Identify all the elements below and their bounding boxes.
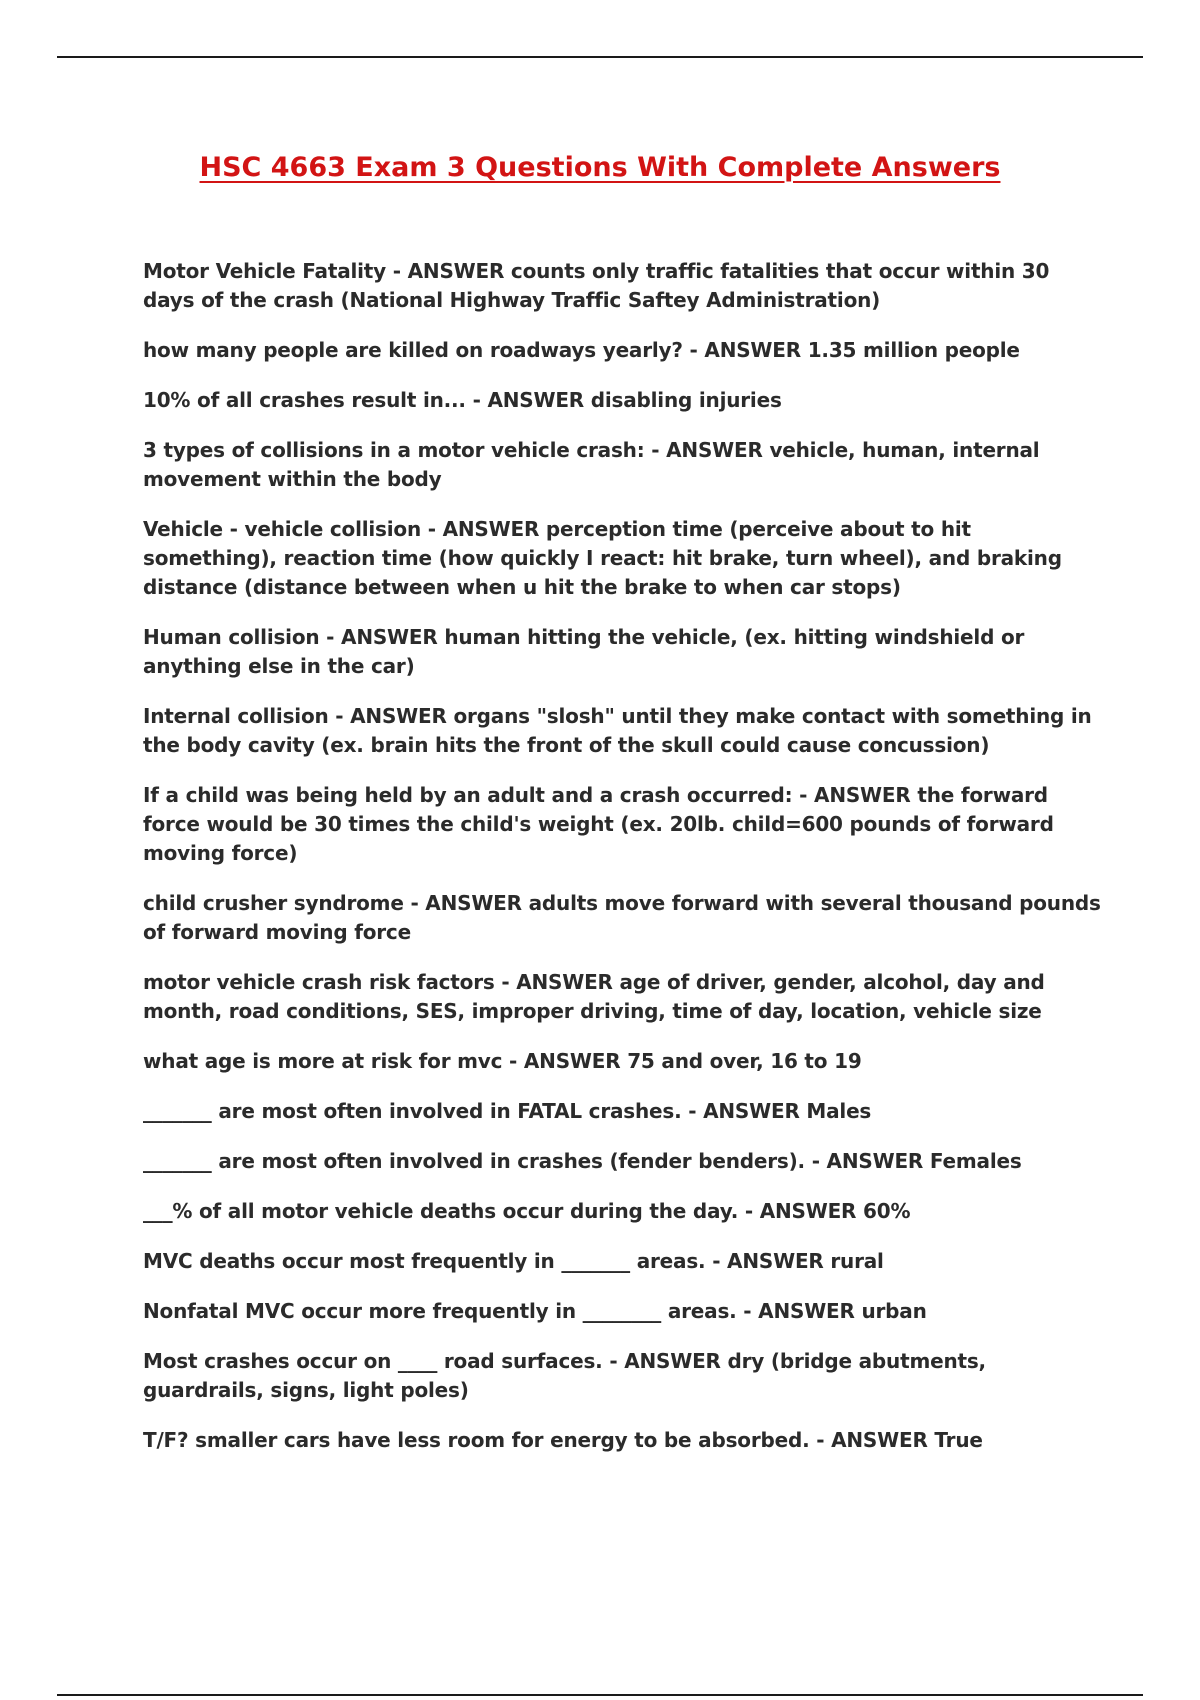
qa-item: ___% of all motor vehicle deaths occur during the day. - ANSWER 60%	[143, 1199, 911, 1223]
qa-item: MVC deaths occur most frequently in _______ areas. - ANSWER rural	[143, 1249, 884, 1273]
qa-list	[143, 257, 1103, 1476]
qa-item: how many people are killed on roadways yearly? - ANSWER 1.35 million people	[143, 338, 1020, 362]
qa-item: Vehicle - vehicle collision - ANSWER perception time (perceive about to hit something), reaction time (how quickly I react: hit brake, turn wheel), and braking distance (distance between when u hit the brake to when car stops)	[143, 517, 1062, 599]
qa-item: Internal collision - ANSWER organs "slosh" until they make contact with something in the body cavity (ex. brain hits the front of the skull could cause concussion)	[143, 704, 1092, 757]
document-title-heading	[0, 146, 1200, 184]
qa-item: what age is more at risk for mvc - ANSWER 75 and over, 16 to 19	[143, 1049, 862, 1073]
qa-item: _______ are most often involved in crashes (fender benders). - ANSWER Females	[143, 1149, 1022, 1173]
qa-item: T/F? smaller cars have less room for energy to be absorbed. - ANSWER True	[143, 1428, 983, 1452]
qa-item: motor vehicle crash risk factors - ANSWER age of driver, gender, alcohol, day and month, road conditions, SES, improper driving, time of day, location, vehicle size	[143, 970, 1045, 1023]
qa-item: _______ are most often involved in FATAL crashes. - ANSWER Males	[143, 1099, 872, 1123]
qa-item: 10% of all crashes result in... - ANSWER disabling injuries	[143, 388, 782, 412]
qa-item: If a child was being held by an adult and a crash occurred: - ANSWER the forward force would be 30 times the child's weight (ex. 20lb. child=600 pounds of forward moving force)	[143, 783, 1054, 865]
bottom-rule	[57, 1694, 1143, 1696]
qa-item: Nonfatal MVC occur more frequently in ________ areas. - ANSWER urban	[143, 1299, 927, 1323]
top-rule	[57, 56, 1143, 58]
qa-item: Human collision - ANSWER human hitting the vehicle, (ex. hitting windshield or anything else in the car)	[143, 625, 1025, 678]
qa-item: Motor Vehicle Fatality - ANSWER counts only traffic fatalities that occur within 30 days of the crash (National Highway Traffic Saftey Administration)	[143, 259, 1050, 312]
qa-item: 3 types of collisions in a motor vehicle crash: - ANSWER vehicle, human, internal movement within the body	[143, 438, 1040, 491]
document-title: HSC 4663 Exam 3 Questions With Complete Answers	[199, 152, 1001, 183]
qa-item: child crusher syndrome - ANSWER adults move forward with several thousand pounds of forward moving force	[143, 891, 1101, 944]
qa-item: Most crashes occur on ____ road surfaces. - ANSWER dry (bridge abutments, guardrails, signs, light poles)	[143, 1349, 986, 1402]
